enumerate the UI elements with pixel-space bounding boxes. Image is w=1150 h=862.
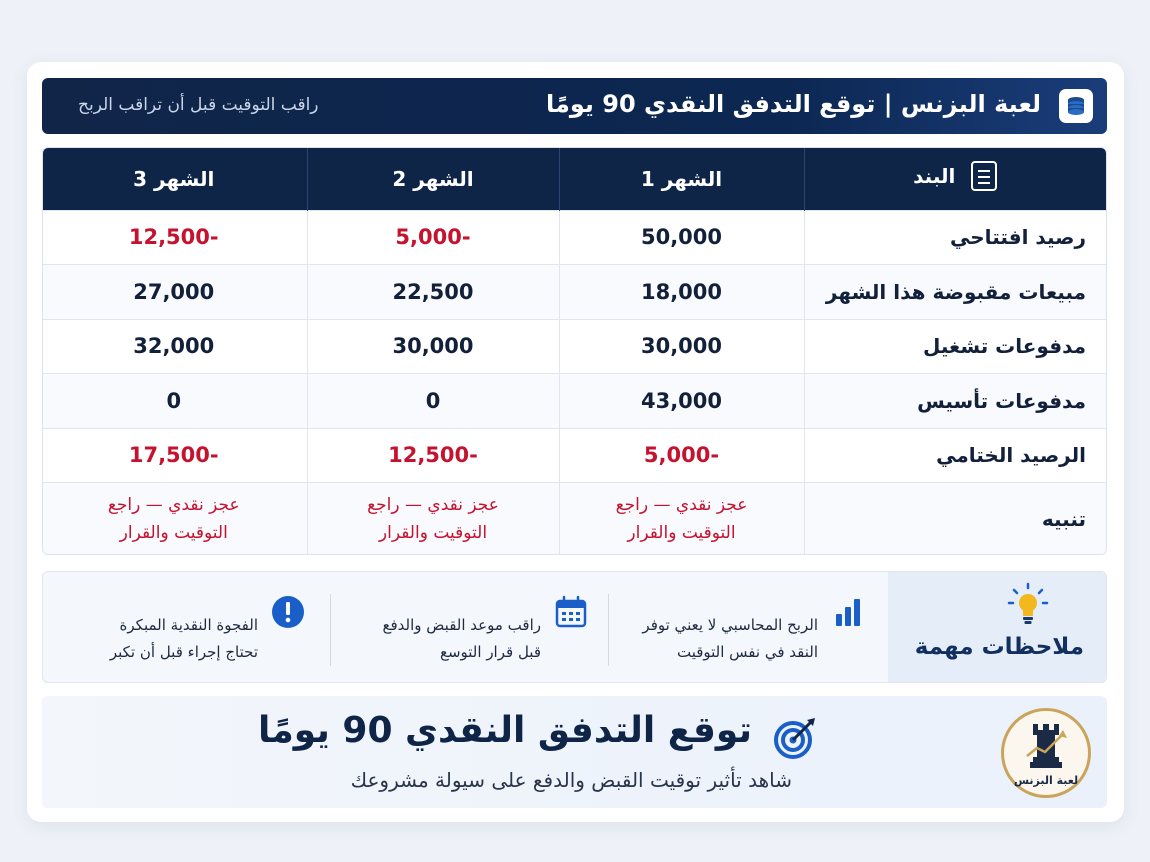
lightbulb-icon	[1006, 582, 1050, 626]
cell-value: 0	[307, 374, 559, 429]
column-header-month-3: الشهر 3	[133, 166, 215, 191]
alert-cell	[559, 483, 804, 556]
cell-value: 22,500	[307, 265, 559, 320]
notes-header	[888, 572, 1106, 683]
column-header-item	[804, 148, 1106, 210]
note-text	[642, 612, 818, 666]
cell-value: -17,500	[128, 443, 219, 468]
cell-value: 18,000	[559, 265, 804, 320]
column-header-label: البند	[913, 164, 956, 189]
coins-icon	[1059, 89, 1093, 123]
divider	[330, 594, 331, 666]
note-item	[349, 594, 589, 664]
table-row	[42, 319, 1106, 374]
note-line: راقب موعد القبض والدفع	[382, 616, 541, 634]
note-line: الربح المحاسبي لا يعني توفر	[642, 616, 818, 634]
target-icon	[773, 716, 817, 760]
table-row	[42, 428, 1106, 483]
bar-chart-icon	[830, 594, 866, 630]
alert-icon	[270, 594, 306, 630]
row-label: رصيد افتتاحي	[804, 210, 1106, 265]
row-label: مدفوعات تشغيل	[804, 319, 1106, 374]
note-text	[110, 612, 258, 666]
alert-text: عجز نقدي — راجع التوقيت والقرار	[367, 495, 499, 544]
column-header-month-1: الشهر 1	[559, 148, 804, 210]
alert-row	[42, 483, 1106, 556]
table-row	[42, 374, 1106, 429]
header-bar	[42, 78, 1107, 134]
row-label: مدفوعات تأسيس	[804, 374, 1106, 429]
page-subtitle: راقب التوقيت قبل أن تراقب الربح	[78, 95, 319, 115]
cashflow-table	[42, 147, 1107, 555]
chess-rook-icon	[1023, 720, 1069, 772]
note-line: قبل قرار التوسع	[439, 643, 541, 661]
banner-title: توقع التدفق النقدي 90 يومًا	[257, 710, 752, 751]
cell-value: -12,500	[128, 225, 219, 250]
alert-cell	[42, 483, 307, 556]
badge-text: لعبة البزنس	[1013, 773, 1079, 787]
bottom-banner	[42, 696, 1107, 808]
row-label: الرصيد الختامي	[804, 428, 1106, 483]
note-text	[383, 612, 541, 666]
cell-value: -5,000	[307, 210, 559, 265]
note-item	[66, 594, 306, 664]
cell-value: -5,000	[559, 428, 804, 483]
table-row	[42, 210, 1106, 265]
row-label: مبيعات مقبوضة هذا الشهر	[804, 265, 1106, 320]
calendar-icon	[553, 594, 589, 630]
table-header-row	[42, 148, 1106, 210]
cell-value: 30,000	[559, 319, 804, 374]
note-line: الفجوة النقدية المبكرة	[119, 616, 258, 634]
document-icon	[971, 161, 997, 191]
note-line: تحتاج إجراء قبل أن تكبر	[109, 643, 258, 661]
page-title: لعبة البزنس | توقع التدفق النقدي 90 يومًا	[546, 90, 1041, 118]
alert-text: عجز نقدي — راجع التوقيت والقرار	[107, 495, 240, 544]
table-row	[42, 265, 1106, 320]
column-header-month-2: الشهر 2	[307, 148, 559, 210]
note-line: النقد في نفس التوقيت	[676, 643, 818, 661]
brand-badge	[1001, 708, 1091, 798]
divider	[608, 594, 609, 666]
alert-text: عجز نقدي — راجع التوقيت والقرار	[615, 495, 748, 544]
cell-value: 50,000	[559, 210, 804, 265]
notes-title: ملاحظات مهمة	[914, 634, 1084, 660]
cell-value: -12,500	[307, 428, 559, 483]
cell-value: 32,000	[133, 334, 215, 359]
alert-cell	[307, 483, 559, 556]
notes-panel	[42, 571, 1107, 683]
cell-value: 30,000	[307, 319, 559, 374]
cell-value: 43,000	[559, 374, 804, 429]
note-item	[626, 594, 866, 664]
banner-subtitle: شاهد تأثير توقيت القبض والدفع على سيولة مشروعك	[350, 768, 792, 792]
row-label: تنبيه	[804, 483, 1106, 556]
cell-value: 0	[166, 388, 182, 413]
cell-value: 27,000	[133, 279, 215, 304]
